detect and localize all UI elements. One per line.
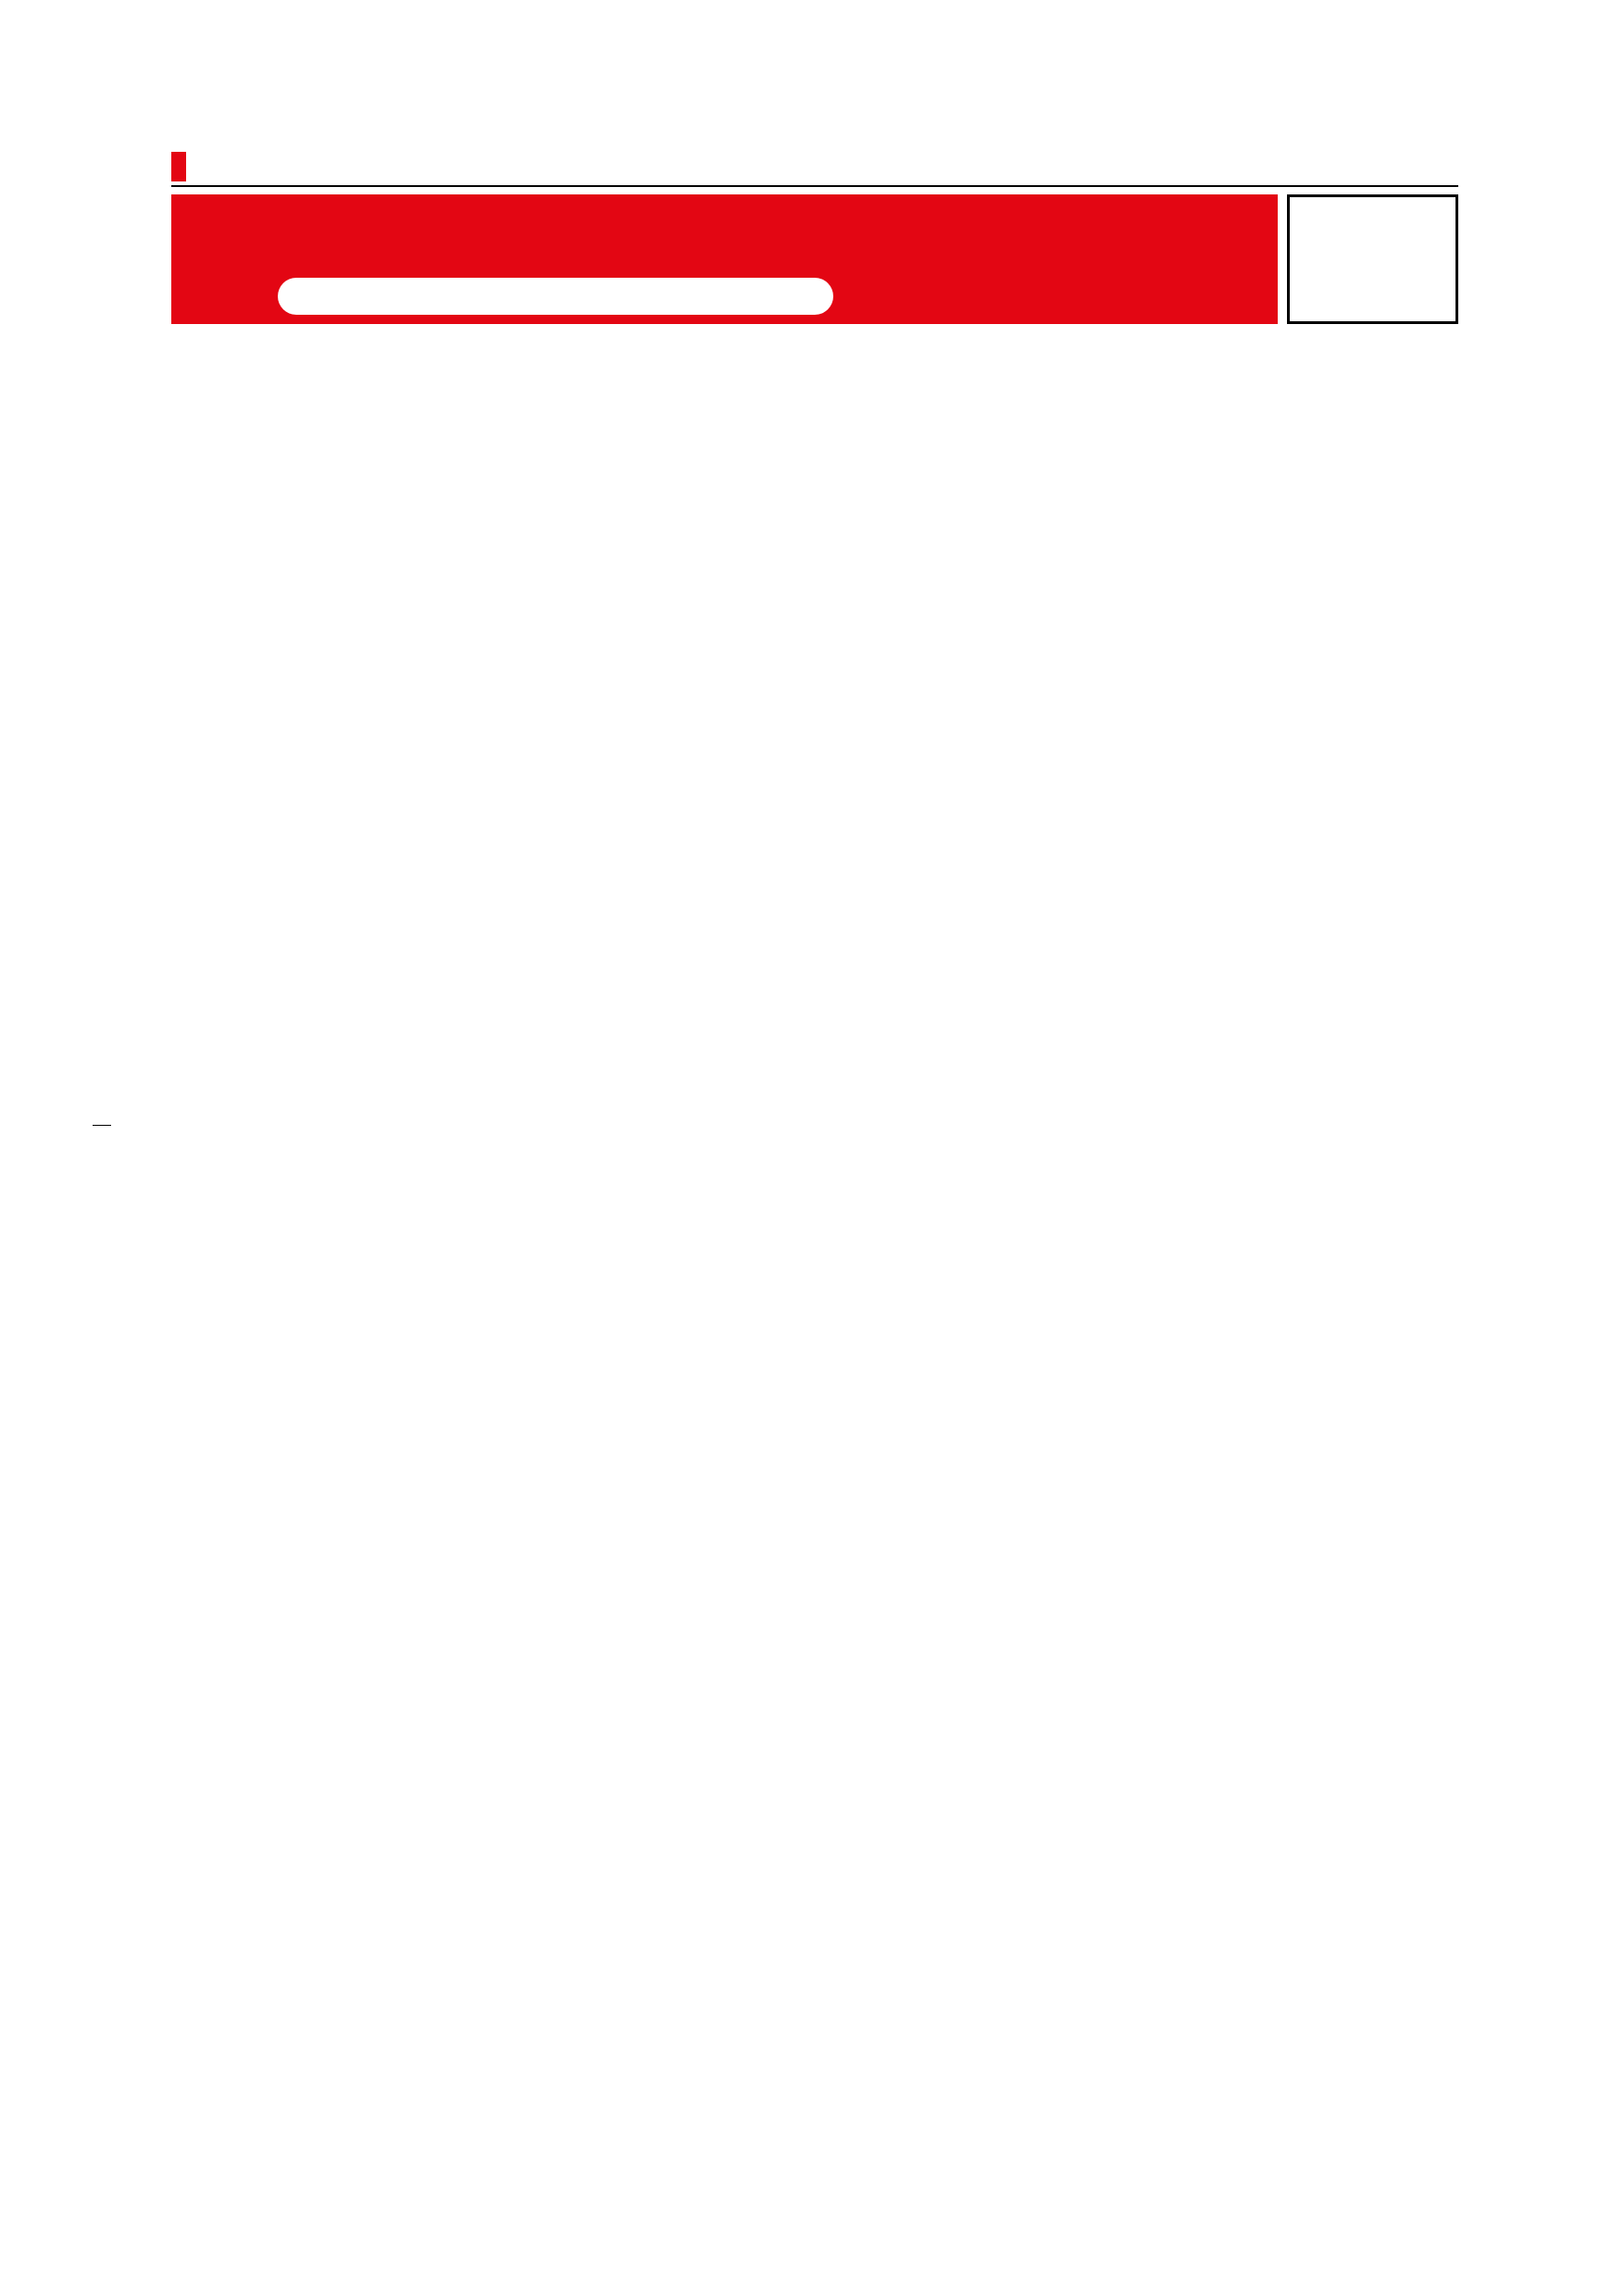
classified-page bbox=[171, 148, 1458, 324]
banner-contact-box bbox=[1287, 194, 1458, 324]
page-number bbox=[179, 152, 186, 181]
margin-mark bbox=[93, 1125, 111, 1126]
classified-banner bbox=[171, 194, 1458, 324]
page-number-block bbox=[171, 152, 201, 181]
page-label bbox=[171, 152, 179, 181]
page-header bbox=[171, 148, 1458, 187]
banner-subtitle bbox=[278, 278, 833, 315]
